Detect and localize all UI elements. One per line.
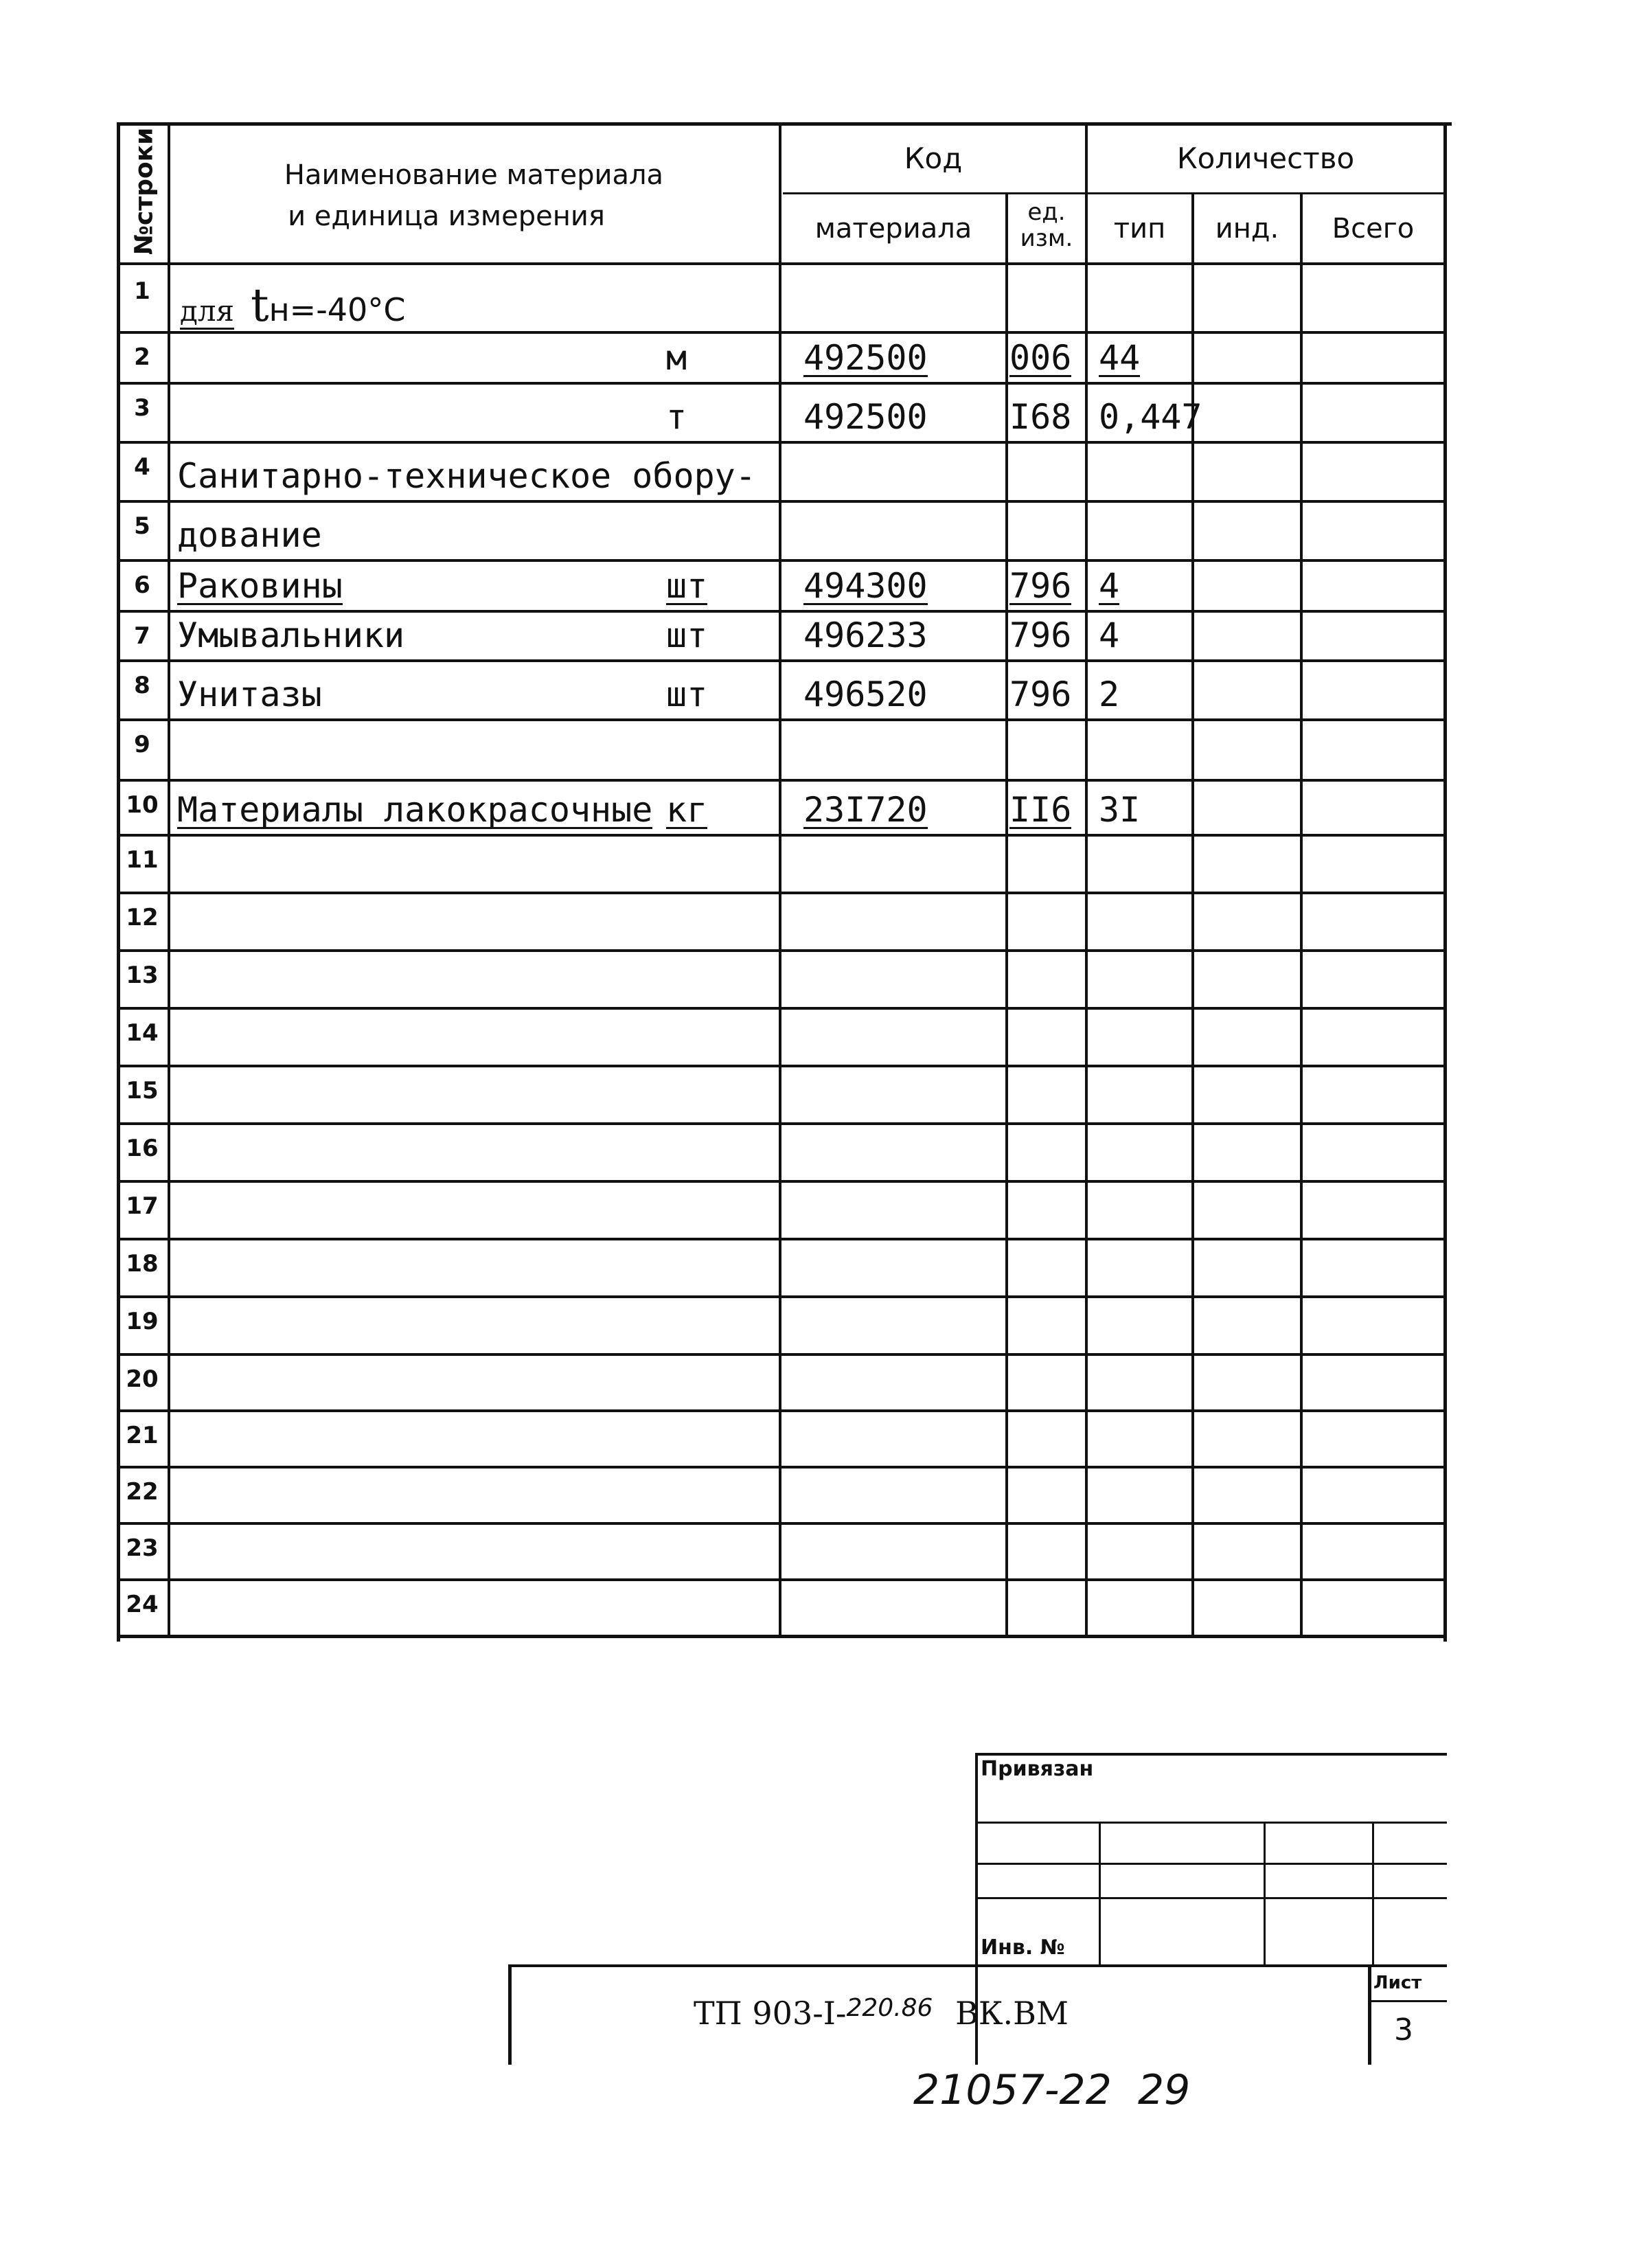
unit-label: шт: [666, 674, 708, 714]
sheet-label: Лист: [1373, 1973, 1422, 1993]
quantity-type: 2: [1099, 674, 1120, 714]
material-code: 496233: [803, 615, 928, 655]
document-code-number: 220.86: [846, 1994, 933, 2022]
sheet-number: 3: [1394, 2012, 1413, 2048]
row-number: 20: [126, 1365, 159, 1393]
unit-label: шт: [666, 615, 708, 655]
row-number: 8: [134, 672, 150, 699]
code-material-header: материала: [814, 213, 972, 245]
unit-code: 796: [1009, 566, 1072, 606]
material-name: Материалы лакокрасочные: [177, 790, 653, 830]
unit-code: I68: [1009, 397, 1072, 437]
inv-number-label: Инв. №: [981, 1936, 1065, 1960]
material-code: 23I720: [803, 790, 928, 830]
t-symbol: t: [251, 279, 269, 332]
bound-label: Привязан: [981, 1757, 1094, 1781]
material-name: Санитарно-техническое обору-: [177, 456, 756, 496]
row-number: 11: [126, 846, 159, 874]
document-code-prefix: ТП 903-I-: [694, 1995, 847, 2032]
row-number: 14: [126, 1019, 159, 1047]
row-number: 22: [126, 1478, 159, 1506]
row-number: 9: [134, 731, 150, 758]
code-header: Код: [904, 141, 963, 175]
row-number: 16: [126, 1135, 159, 1162]
material-code: 496520: [803, 674, 928, 714]
material-code: 492500: [803, 338, 928, 378]
unit-label: м: [666, 338, 687, 378]
qty-ind-header: инд.: [1215, 213, 1279, 245]
row-number: 10: [126, 791, 159, 819]
unit-code: 796: [1009, 615, 1072, 655]
row-number: 13: [126, 962, 159, 989]
row-number: 24: [126, 1591, 159, 1618]
row-1-label: [180, 279, 406, 332]
material-code: 492500: [803, 397, 928, 437]
row-number: 21: [126, 1422, 159, 1449]
qty-type-header: тип: [1113, 213, 1166, 245]
quantity-type: 0,447: [1099, 397, 1202, 437]
code-unit-header-text: ед. изм.: [1020, 199, 1073, 252]
unit-code: 796: [1009, 674, 1072, 714]
row-number: 5: [134, 512, 150, 540]
row-number: 19: [126, 1308, 159, 1335]
document-code: [694, 1995, 1069, 2032]
material-name: дование: [177, 515, 322, 555]
unit-label: шт: [666, 566, 708, 606]
row-number: 12: [126, 904, 159, 931]
name-column-header-2: и единица измерения: [288, 201, 605, 232]
name-column-header: Наименование материала: [284, 159, 664, 191]
temperature-label: н=-40°C: [269, 291, 406, 328]
document-code-suffix: ВК.ВМ: [955, 1995, 1069, 2032]
row-number: 17: [126, 1192, 159, 1220]
material-name: Унитазы: [177, 674, 322, 714]
unit-label: кг: [666, 790, 708, 830]
quantity-type: 44: [1099, 338, 1141, 378]
qty-total-header: Всего: [1332, 213, 1415, 245]
quantity-type: 4: [1099, 566, 1120, 606]
row-number: 7: [134, 622, 150, 650]
quantity-header: Количество: [1176, 141, 1355, 175]
material-name: Умывальники: [177, 615, 405, 655]
unit-code: II6: [1009, 790, 1072, 830]
row-number: 23: [126, 1534, 159, 1562]
archive-number: 21057-22 29: [913, 2066, 1191, 2114]
row-number: 1: [134, 277, 150, 305]
row-number: 15: [126, 1077, 159, 1104]
quantity-type: 3I: [1099, 790, 1141, 830]
row-number: 6: [134, 571, 150, 599]
material-name: Раковины: [177, 566, 343, 606]
unit-code: 006: [1009, 338, 1072, 378]
row-number: 18: [126, 1250, 159, 1278]
row-number: 3: [134, 394, 150, 422]
row-1-prefix: для: [180, 294, 234, 330]
material-code: 494300: [803, 566, 928, 606]
code-unit-header: [1008, 199, 1085, 251]
row-number: 2: [134, 343, 150, 371]
unit-label: т: [666, 397, 687, 437]
quantity-type: 4: [1099, 615, 1120, 655]
row-number: 4: [134, 453, 150, 481]
row-number-header: №строки: [130, 127, 159, 256]
